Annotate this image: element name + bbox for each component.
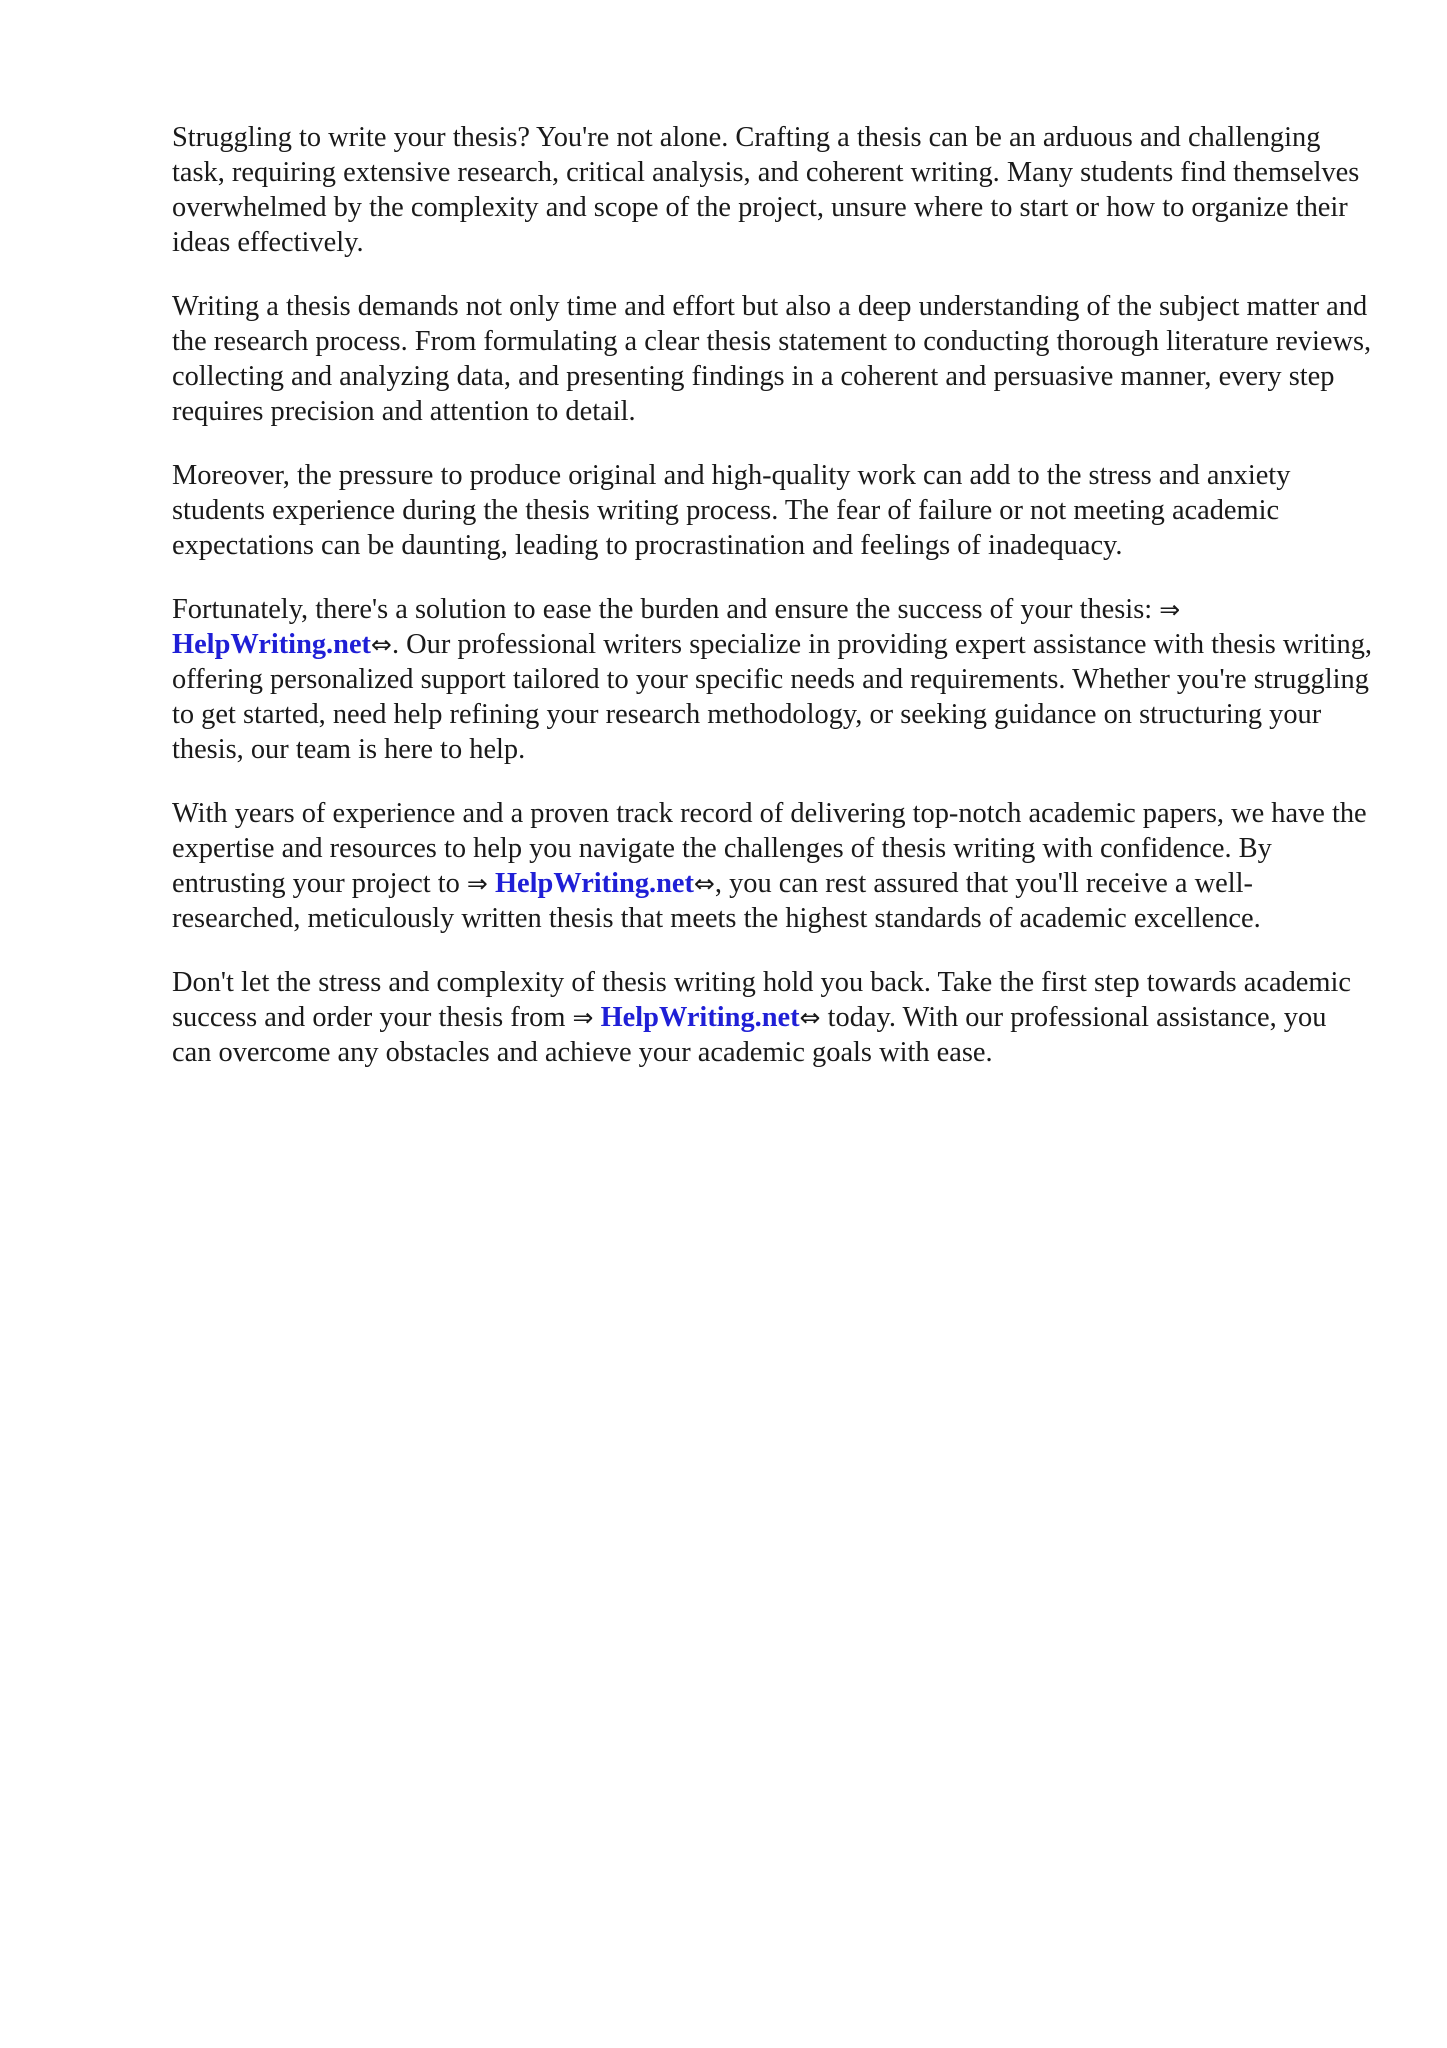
paragraph-intro: Struggling to write your thesis? You're not alone. Crafting a thesis can be an arduous and challenging task, requiring extensive research, critical analysis, and coherent writing. Many students find themselves overwhelmed by the complexity and scope of the project, unsure where to start or how to organize their ideas effectively. <box>172 122 1360 258</box>
right-arrow-icon: ⇒ <box>1159 595 1181 624</box>
paragraph-closing <box>172 965 1372 1070</box>
document-page <box>172 120 1372 1099</box>
helpwriting-link[interactable]: HelpWriting.net <box>600 1002 800 1033</box>
right-arrow-icon: ⇒ <box>466 869 488 898</box>
paragraph-experience <box>172 796 1372 936</box>
double-arrow-icon: ⇔ <box>693 869 715 898</box>
paragraph-demands: Writing a thesis demands not only time and effort but also a deep understanding of the subject matter and the research process. From formulating a clear thesis statement to conducting thorough literature reviews, collecting and analyzing data, and presenting findings in a coherent and persuasive manner, every step requires precision and attention to detail. <box>172 291 1372 427</box>
helpwriting-link[interactable]: HelpWriting.net <box>172 629 371 660</box>
paragraph-solution <box>172 592 1372 767</box>
paragraph-solution-text-after: . Our professional writers specialize in providing expert assistance with thesis writing, offering personalized support tailored to your specific needs and requirements. Whether you're struggling to get started, need help refining your research methodology, or seeking guidance on structuring your thesis, our team is here to help. <box>172 629 1372 765</box>
paragraph-solution-text-before: Fortunately, there's a solution to ease the burden and ensure the success of your thesis: <box>172 594 1160 625</box>
double-arrow-icon: ⇔ <box>371 630 392 659</box>
paragraph-closing-text-before: Don't let the stress and complexity of thesis writing hold you back. Take the first step towards academic success and order your thesis from <box>172 967 1351 1033</box>
paragraph-experience-text-after: , you can rest assured that you'll receive a well-researched, meticulously written thesis that meets the highest standards of academic excellence. <box>172 868 1261 934</box>
paragraph-experience-text-before: With years of experience and a proven track record of delivering top-notch academic papers, we have the expertise and resources to help you navigate the challenges of thesis writing with confidence. By entrusting your project to <box>172 798 1367 899</box>
paragraph-pressure: Moreover, the pressure to produce original and high-quality work can add to the stress and anxiety students experience during the thesis writing process. The fear of failure or not meeting academic expectations can be daunting, leading to procrastination and feelings of inadequacy. <box>172 460 1291 561</box>
paragraph-closing-text-after: today. With our professional assistance, you can overcome any obstacles and achieve your academic goals with ease. <box>172 1002 1327 1068</box>
right-arrow-icon: ⇒ <box>572 1003 594 1032</box>
helpwriting-link[interactable]: HelpWriting.net <box>494 868 694 899</box>
double-arrow-icon: ⇔ <box>799 1003 821 1032</box>
